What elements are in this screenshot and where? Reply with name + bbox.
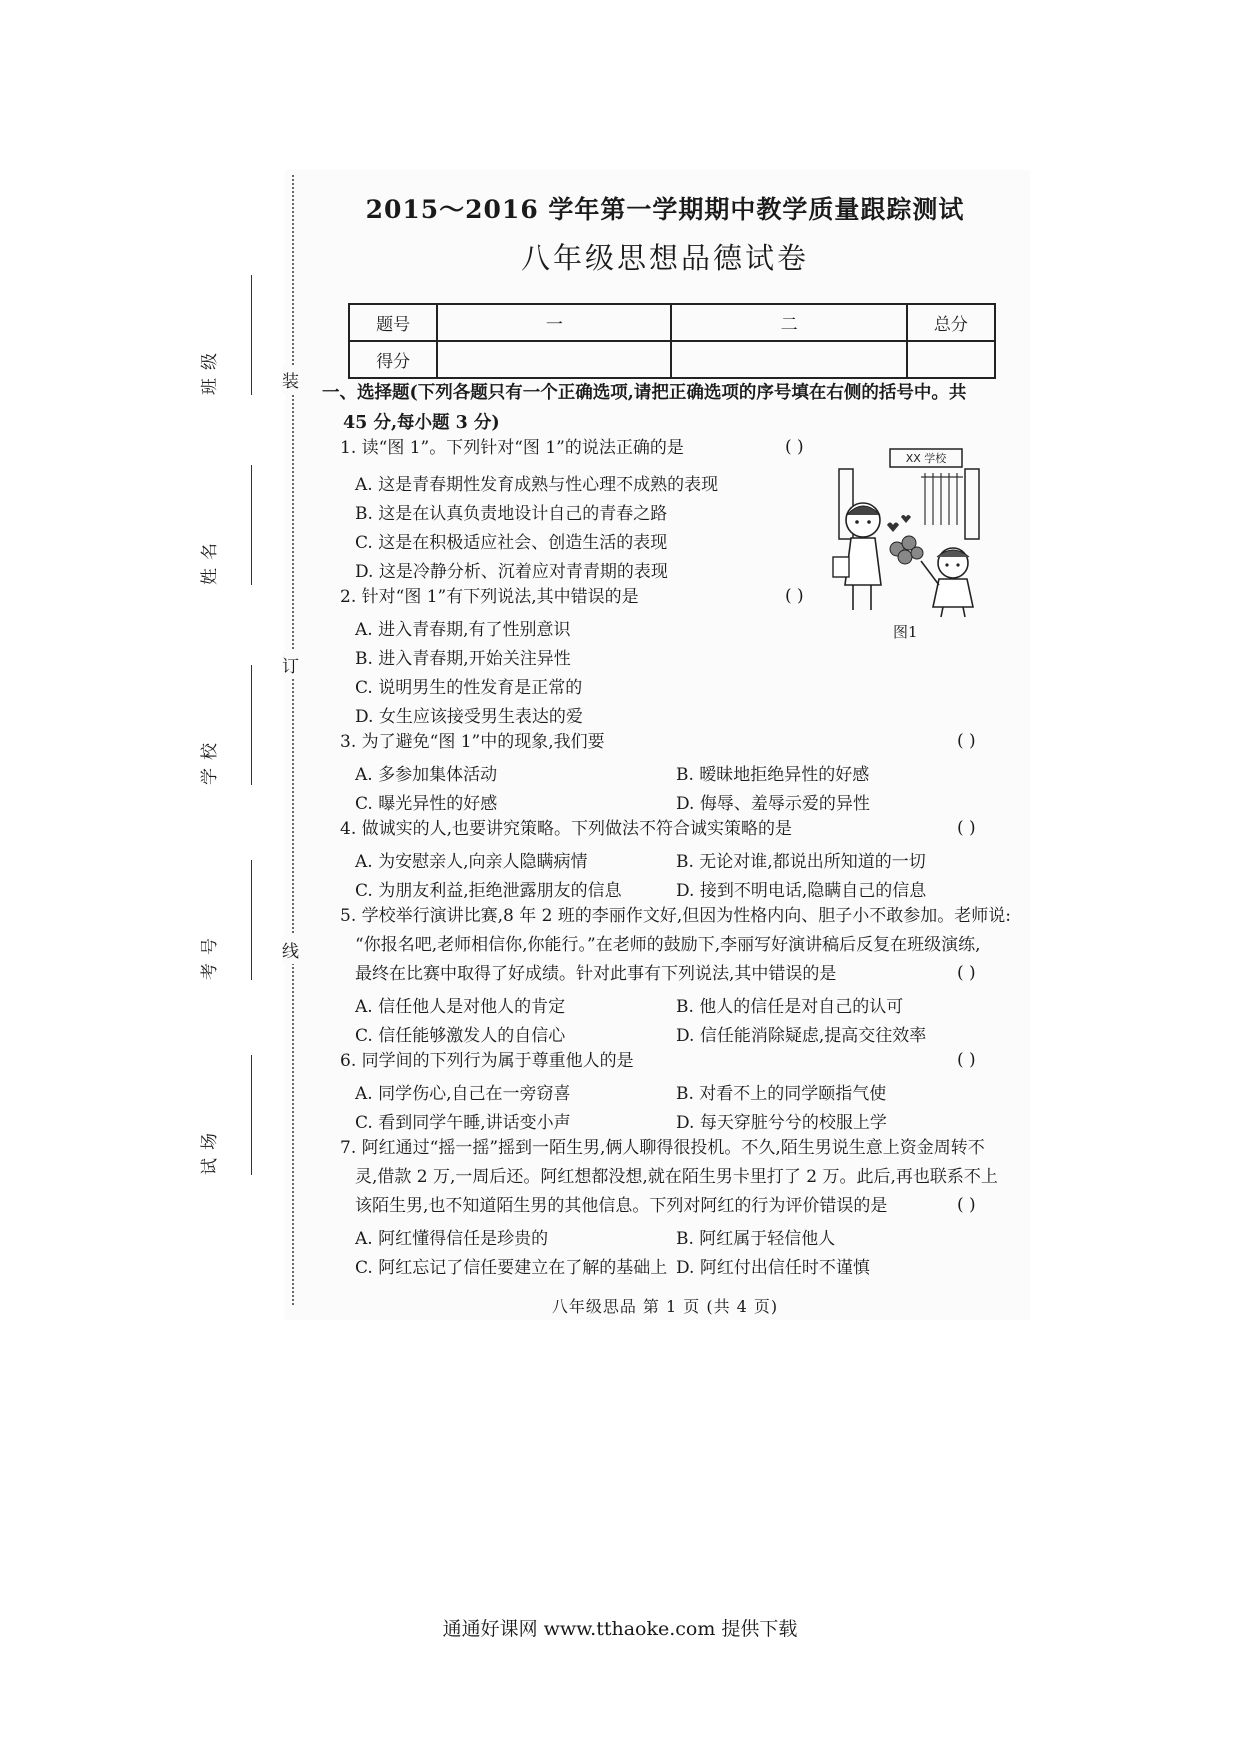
heart-icon [887,523,899,533]
option: B. 阿红属于轻信他人 [676,1229,836,1249]
question-stem: 1. 读“图 1”。下列针对“图 1”的说法正确的是 [340,438,684,458]
option: D. 信任能消除疑虑,提高交往效率 [676,1026,927,1046]
figure-caption: 图1 [893,623,918,641]
boy-arm [921,561,939,585]
option: B. 暧昧地拒绝异性的好感 [676,765,870,785]
score-table-header-row [349,304,995,341]
section-heading [322,378,1022,438]
binding-char-zhuang: 装 [282,365,299,394]
page-footer: 八年级思品 第 1 页 (共 4 页) [551,1297,779,1316]
option: A. 阿红懂得信任是珍贵的 [355,1229,549,1249]
option: C. 信任能够激发人的自信心 [355,1026,566,1046]
exam-title: 2015～2016 学年第一学期期中教学质量跟踪测试 [365,195,965,224]
field-name [200,465,258,585]
binding-char-ding: 订 [282,650,299,679]
field-exam-number-label: 考号 [200,930,220,980]
option: D. 每天穿脏兮兮的校服上学 [676,1113,887,1133]
field-exam-number [200,860,258,980]
field-name-line [251,465,252,585]
option: B. 进入青春期,开始关注异性 [355,649,571,669]
score-header-cell: 一 [437,304,671,341]
option: A. 这是青春期性发育成熟与性心理不成熟的表现 [355,475,719,495]
answer-parenthesis[interactable]: ( ) [957,1050,976,1070]
girl-dress [845,538,881,585]
option: B. 对看不上的同学颐指气使 [676,1084,887,1104]
question-stem: 6. 同学间的下列行为属于尊重他人的是 [340,1051,634,1071]
score-header-cell: 题号 [349,304,437,341]
question-stem: 最终在比赛中取得了好成绩。针对此事有下列说法,其中错误的是 [355,964,837,984]
section-heading-line: 45 分,每小题 3 分) [343,413,500,433]
score-row-label: 得分 [349,341,437,378]
field-class-label: 班级 [200,345,220,395]
score-cell[interactable] [907,341,995,378]
field-school-label: 学校 [200,735,220,785]
option: C. 为朋友利益,拒绝泄露朋友的信息 [355,881,622,901]
field-exam-room-label: 试场 [200,1125,220,1175]
question-stem: 3. 为了避免“图 1”中的现象,我们要 [340,732,605,752]
option: B. 他人的信任是对自己的认可 [676,997,904,1017]
option: D. 这是冷静分析、沉着应对青青期的表现 [355,562,668,582]
site-credit: 通通好课网 www.tthaoke.com 提供下载 [442,1618,798,1640]
boy-body [933,579,973,607]
score-table [348,303,996,379]
answer-parenthesis[interactable]: ( ) [785,437,804,457]
field-school [200,665,258,785]
option: C. 这是在积极适应社会、创造生活的表现 [355,533,668,553]
option: A. 多参加集体活动 [355,765,498,785]
boy-hair [937,550,969,557]
answer-parenthesis[interactable]: ( ) [785,586,804,606]
girl-bag [833,557,849,577]
school-sign-text: XX 学校 [905,452,947,465]
option: B. 无论对谁,都说出所知道的一切 [676,852,926,872]
answer-parenthesis[interactable]: ( ) [957,731,976,751]
option: A. 进入青春期,有了性别意识 [355,620,571,640]
option: D. 阿红付出信任时不谨慎 [676,1258,870,1278]
score-cell[interactable] [437,341,671,378]
option: A. 为安慰亲人,向亲人隐瞒病情 [355,852,588,872]
figure-1-illustration [825,445,995,620]
score-header-cell: 二 [671,304,906,341]
field-exam-room [200,1055,258,1175]
field-school-line [251,665,252,785]
option: D. 侮辱、羞辱示爱的异性 [676,794,870,814]
option: D. 接到不明电话,隐瞒自己的信息 [676,881,927,901]
field-exam-room-line [251,1055,252,1175]
answer-parenthesis[interactable]: ( ) [957,963,976,983]
question-stem: 5. 学校举行演讲比赛,8 年 2 班的李丽作文好,但因为性格内向、胆子小不敢参加。老师说: [340,906,1012,926]
field-name-label: 姓名 [200,535,220,585]
question-stem: 4. 做诚实的人,也要讲究策略。下列做法不符合诚实策略的是 [340,819,793,839]
question-stem: 7. 阿红通过“摇一摇”摇到一陌生男,俩人聊得很投机。不久,陌生男说生意上资金周转不 [340,1138,985,1158]
question-stem: 该陌生男,也不知道陌生男的其他信息。下列对阿红的行为评价错误的是 [355,1196,888,1216]
option: C. 阿红忘记了信任要建立在了解的基础上 [355,1258,668,1278]
question-stem: 灵,借款 2 万,一周后还。阿红想都没想,就在陌生男卡里打了 2 万。此后,再也联系不上 [355,1167,998,1187]
binding-char-xian: 线 [282,935,299,964]
binding-line [292,175,294,1305]
heart-icon [901,515,911,523]
option: C. 看到同学午睡,讲话变小声 [355,1113,571,1133]
score-cell[interactable] [671,341,906,378]
field-class-line [251,275,252,395]
option: A. 同学伤心,自己在一旁窃喜 [355,1084,571,1104]
field-exam-number-line [251,860,252,980]
field-class [200,275,258,395]
option: C. 说明男生的性发育是正常的 [355,678,583,698]
gate-bars [921,473,963,525]
score-table-score-row [349,341,995,378]
section-heading-line: 一、选择题(下列各题只有一个正确选项,请把正确选项的序号填在右侧的括号中。共 [322,383,967,403]
exam-subtitle: 八年级思想品德试卷 [520,241,809,275]
option: C. 曝光异性的好感 [355,794,498,814]
option: D. 女生应该接受男生表达的爱 [355,707,583,727]
option: B. 这是在认真负责地设计自己的青春之路 [355,504,668,524]
question-stem: “你报名吧,老师相信你,你能行。”在老师的鼓励下,李丽写好演讲稿后反复在班级演练, [355,935,981,955]
answer-parenthesis[interactable]: ( ) [957,1195,976,1215]
gate-pillar-right [965,469,979,539]
question-stem: 2. 针对“图 1”有下列说法,其中错误的是 [340,587,639,607]
answer-parenthesis[interactable]: ( ) [957,818,976,838]
score-header-cell: 总分 [907,304,995,341]
option: A. 信任他人是对他人的肯定 [355,997,566,1017]
flower-bouquet [890,536,923,564]
